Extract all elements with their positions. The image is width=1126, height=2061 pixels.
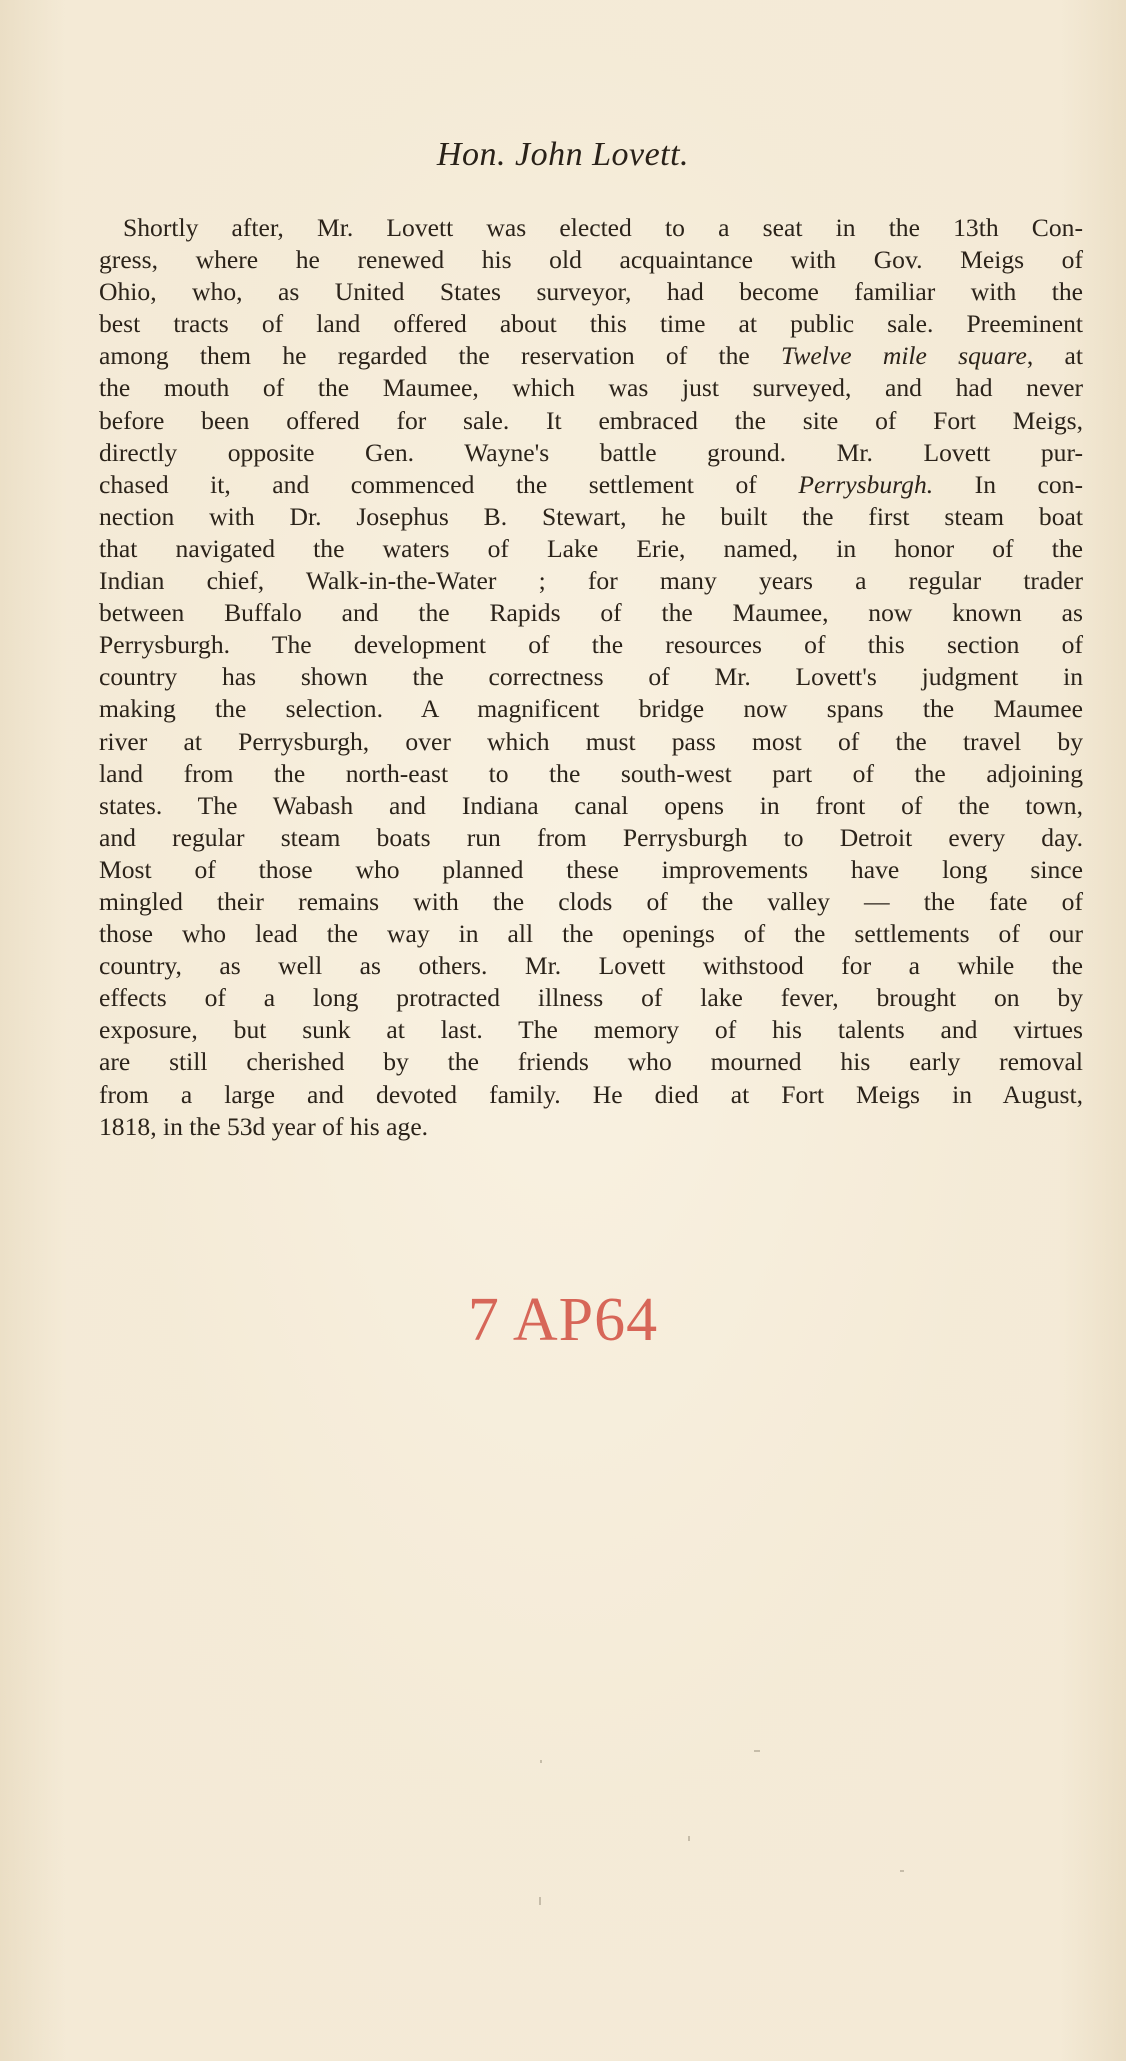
paper-speck xyxy=(900,1870,904,1872)
text-line: nection with Dr. Josephus B. Stewart, he built the first steam boat xyxy=(99,501,1083,531)
paper-speck xyxy=(539,1897,541,1905)
text-line: directly opposite Gen. Wayne's battle ground. Mr. Lovett pur- xyxy=(99,437,1083,467)
library-date-stamp: 7 AP64 xyxy=(467,1286,659,1354)
text-line: country, as well as others. Mr. Lovett withstood for a while the xyxy=(99,951,1083,981)
paper-speck xyxy=(540,1760,542,1763)
text-line: 1818, in the 53d year of his age. xyxy=(99,1111,429,1141)
italic-phrase: Perrysburgh. xyxy=(798,469,934,499)
paper-speck xyxy=(754,1750,760,1752)
text-line: states. The Wabash and Indiana canal opens in front of the town, xyxy=(99,790,1083,820)
text-line: Shortly after, Mr. Lovett was elected to a seat in the 13th Con- xyxy=(123,213,1083,242)
text-line: between Buffalo and the Rapids of the Maumee, now known as xyxy=(99,598,1083,628)
text-segment: among them he regarded the reservation of the xyxy=(99,341,750,371)
text-line: from a large and devoted family. He died at Fort Meigs in August, xyxy=(99,1079,1083,1109)
text-segment: chased it, and commenced the settlement of xyxy=(99,469,757,499)
text-line: country has shown the correctness of Mr. Lovett's judgment in xyxy=(99,662,1083,692)
text-line: the mouth of the Maumee, which was just surveyed, and had never xyxy=(99,373,1083,403)
text-line: Indian chief, Walk-in-the-Water ; for many years a regular trader xyxy=(99,566,1083,596)
italic-phrase: Twelve mile square xyxy=(781,341,1027,371)
text-line: exposure, but sunk at last. The memory of his talents and virtues xyxy=(99,1015,1083,1045)
text-line: best tracts of land offered about this time at public sale. Preeminent xyxy=(99,309,1083,339)
text-line xyxy=(99,340,1083,372)
text-line: are still cherished by the friends who mourned his early removal xyxy=(99,1047,1083,1077)
text-line: making the selection. A magnificent bridge now spans the Maumee xyxy=(99,694,1083,724)
body-paragraph xyxy=(99,212,1083,1143)
text-segment: In con- xyxy=(933,469,1083,499)
text-line: those who lead the way in all the openings of the settlements of our xyxy=(99,919,1083,949)
text-segment: , at xyxy=(1026,341,1083,371)
paper-speck xyxy=(688,1836,690,1841)
text-line: effects of a long protracted illness of lake fever, brought on by xyxy=(99,983,1083,1013)
text-line: river at Perrysburgh, over which must pass most of the travel by xyxy=(99,726,1083,756)
text-line xyxy=(99,469,1083,501)
text-line: mingled their remains with the clods of the valley — the fate of xyxy=(99,886,1083,916)
page-heading: Hon. John Lovett. xyxy=(436,136,690,173)
text-line: gress, where he renewed his old acquaintance with Gov. Meigs of xyxy=(99,245,1083,275)
text-line: land from the north-east to the south-west part of the adjoining xyxy=(99,758,1083,788)
text-line: that navigated the waters of Lake Erie, named, in honor of the xyxy=(99,533,1083,563)
text-line: Perrysburgh. The development of the resources of this section of xyxy=(99,630,1083,660)
text-line: Most of those who planned these improvements have long since xyxy=(99,854,1083,884)
text-line: Ohio, who, as United States surveyor, had become familiar with the xyxy=(99,277,1083,307)
text-line: before been offered for sale. It embraced the site of Fort Meigs, xyxy=(99,405,1083,435)
text-line: and regular steam boats run from Perrysburgh to Detroit every day. xyxy=(99,822,1083,852)
